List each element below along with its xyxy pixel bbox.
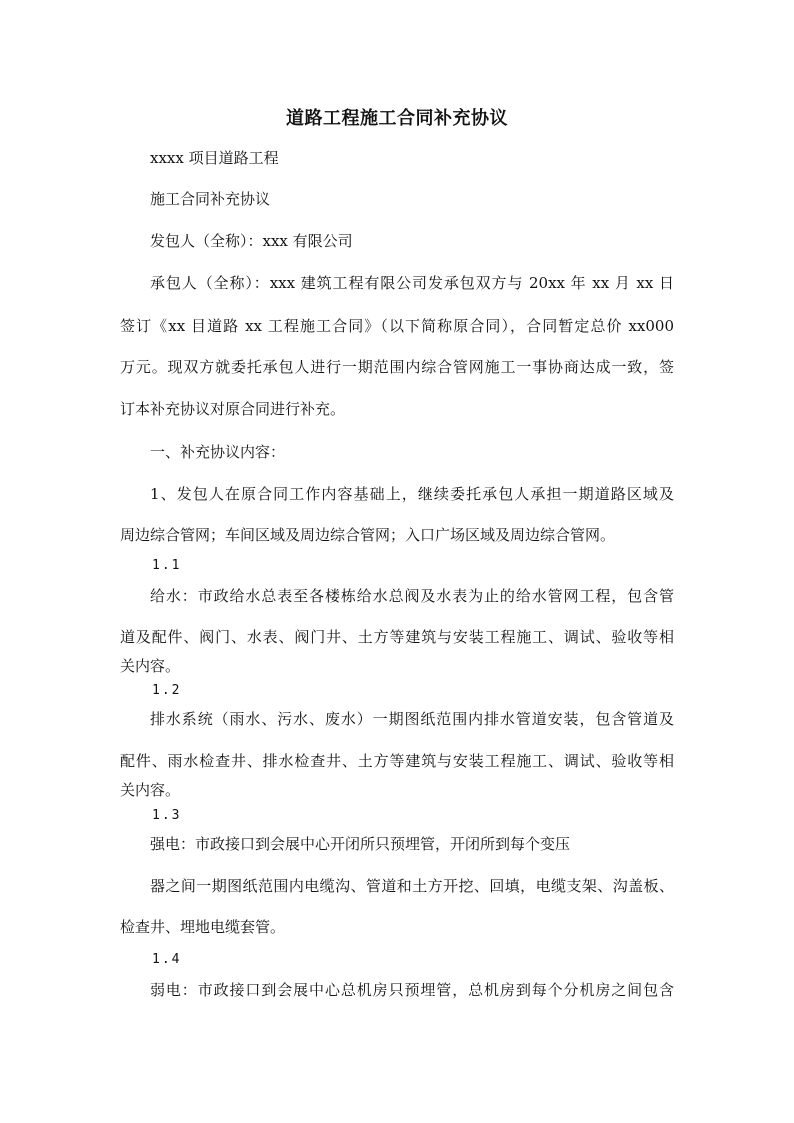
subsection-line: 关内容。 bbox=[120, 781, 181, 799]
subsection-line: 配件、雨水检查井、排水检查井、土方等建筑与安装工程施工、调试、验收等相 bbox=[120, 752, 674, 770]
contractor-line: 承包人（全称）：xxx 建筑工程有限公司发承包双方与 20xx 年 xx 月 xx 日 bbox=[150, 274, 674, 292]
subsection-line: 给水：市政给水总表至各楼栋给水总阀及水表为止的给水管网工程，包含管 bbox=[150, 587, 674, 605]
subsection-line: 道及配件、阀门、水表、阀门井、土方等建筑与安装工程施工、调试、验收等相 bbox=[120, 628, 674, 646]
subsection-number: 1.3 bbox=[152, 808, 182, 823]
subsection-line: 关内容。 bbox=[120, 657, 181, 675]
subsection-line: 弱电：市政接口到会展中心总机房只预埋管，总机房到每个分机房之间包含 bbox=[150, 981, 674, 999]
document-title: 道路工程施工合同补充协议 bbox=[286, 108, 508, 129]
subsection-number: 1.1 bbox=[152, 558, 182, 573]
contractor-line: 订本补充协议对原合同进行补充。 bbox=[120, 400, 346, 418]
subsection-line: 排水系统（雨水、污水、废水）一期图纸范围内排水管道安装，包含管道及 bbox=[150, 710, 674, 728]
item-1-line: 1、发包人在原合同工作内容基础上，继续委托承包人承担一期道路区域及 bbox=[150, 485, 674, 503]
subsection-line: 检查井、埋地电缆套管。 bbox=[120, 918, 286, 936]
contractor-line: 万元。现双方就委托承包人进行一期范围内综合管网施工一事协商达成一致，签 bbox=[120, 358, 674, 376]
subsection-line: 强电：市政接口到会展中心开闭所只预埋管，开闭所到每个变压 bbox=[150, 835, 571, 853]
subsection-number: 1.2 bbox=[152, 683, 182, 698]
subtitle-line: 施工合同补充协议 bbox=[150, 190, 271, 208]
project-line: xxxx 项目道路工程 bbox=[150, 149, 279, 167]
section-heading: 一、补充协议内容： bbox=[150, 443, 286, 461]
item-1-line: 周边综合管网；车间区域及周边综合管网；入口广场区域及周边综合管网。 bbox=[120, 526, 616, 544]
contractor-line: 签订《xx 目道路 xx 工程施工合同》（以下简称原合同），合同暂定总价 xx000 bbox=[120, 317, 674, 335]
subsection-number: 1.4 bbox=[152, 952, 182, 967]
subsection-line: 器之间一期图纸范围内电缆沟、管道和土方开挖、回填，电缆支架、沟盖板、 bbox=[150, 877, 674, 895]
employer-line: 发包人（全称）：xxx 有限公司 bbox=[150, 232, 353, 250]
